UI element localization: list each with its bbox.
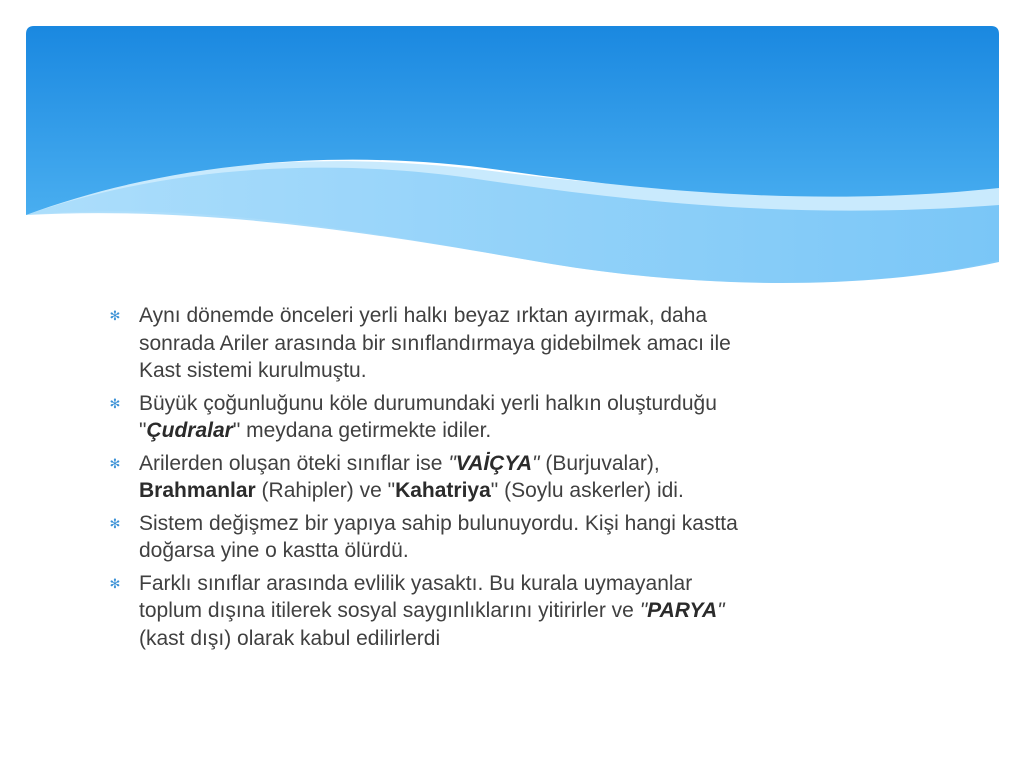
bullet-1-line-1: Aynı dönemde önceleri yerli halkı beyaz ırktan ayırmak, daha — [139, 304, 708, 327]
asterisk-bullet-icon: ✻ — [109, 308, 121, 323]
bullet-3-text-1: Arilerden oluşan öteki sınıflar ise — [139, 451, 449, 475]
header-wave-banner — [0, 0, 1024, 300]
bullet-3-text-3: (Rahipler) ve " — [255, 479, 396, 502]
bullet-3-quote-open: " — [448, 451, 456, 475]
bullet-1-line-2: sonrada Ariler arasında bir sınıflandırmaya gidebilmek amacı ile — [139, 331, 731, 355]
bullet-2-quote-close: " — [232, 419, 241, 442]
bullet-item-parya — [108, 570, 908, 653]
bullet-3-text-4: " (Soylu askerler) idi. — [490, 479, 684, 502]
term-kahatriya: Kahatriya — [395, 479, 491, 502]
bullet-2-rest: meydana getirmekte idiler. — [240, 419, 492, 442]
bullet-list — [108, 302, 908, 652]
bullet-5-line-3: (kast dışı) olarak kabul edilirlerdi — [139, 626, 441, 650]
bullet-5-line-1: Farklı sınıflar arasında evlilik yasaktı. Bu kurala uymayanlar — [139, 571, 693, 595]
bullet-5-text-2: toplum dışına itilerek sosyal saygınlıklarını yitirirler ve — [139, 599, 640, 622]
asterisk-bullet-icon: ✻ — [109, 395, 121, 411]
bullet-item-unchanging-system — [108, 510, 908, 565]
bullet-item-classes — [108, 450, 908, 505]
bullet-2-line-1: Büyük çoğunluğunu köle durumundaki yerli halkın oluşturduğu — [139, 391, 717, 415]
term-parya: PARYA — [647, 599, 718, 622]
slide-body — [108, 302, 908, 657]
bullet-1-line-3: Kast sistemi kurulmuştu. — [139, 359, 367, 382]
bullet-4-line-2: doğarsa yine o kastta ölürdü. — [139, 539, 409, 562]
term-vaicya: VAİÇYA — [455, 451, 533, 475]
bullet-5-quote-open: " — [639, 599, 648, 622]
asterisk-bullet-icon: ✻ — [109, 455, 121, 471]
asterisk-bullet-icon: ✻ — [109, 515, 121, 531]
bullet-4-line-1: Sistem değişmez bir yapıya sahip bulunuyordu. Kişi hangi kastta — [139, 511, 738, 535]
bullet-2-quote-open: " — [139, 419, 147, 442]
term-cudralar: Çudralar — [146, 419, 233, 442]
bullet-3-text-2: (Burjuvalar), — [539, 451, 660, 475]
bullet-item-cudralar — [108, 390, 908, 445]
bullet-5-quote-close: " — [717, 599, 725, 622]
bullet-3-quote-close: " — [532, 451, 540, 475]
bullet-item-kast-system — [108, 302, 908, 385]
term-brahmanlar: Brahmanlar — [139, 479, 256, 502]
asterisk-bullet-icon: ✻ — [109, 575, 121, 591]
